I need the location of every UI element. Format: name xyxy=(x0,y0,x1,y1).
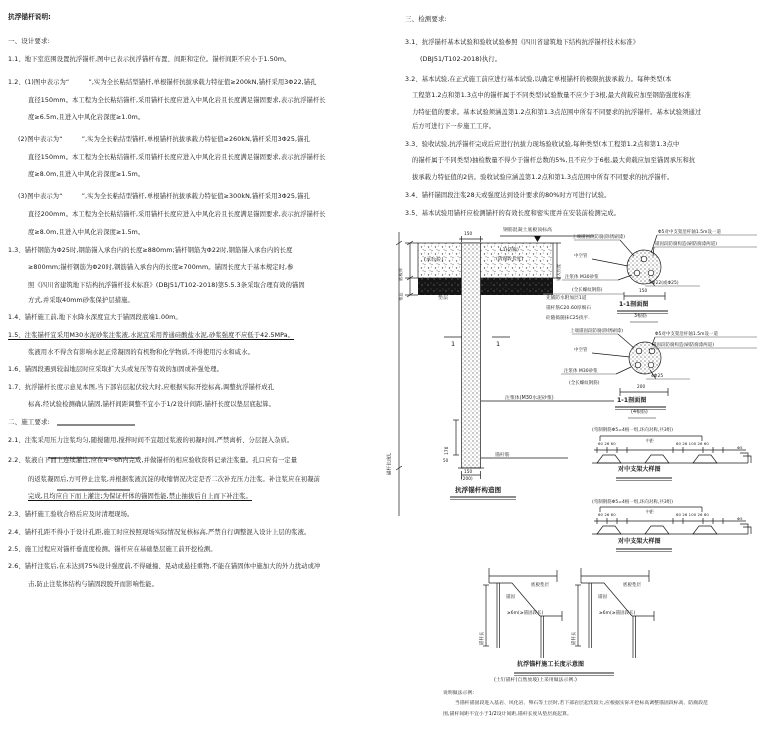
dim-anchor-length: 锚杆长 xyxy=(571,631,577,646)
doc-title: 抗浮锚杆说明: xyxy=(8,13,51,21)
note-line: 1.1、地下室范围设置抗浮锚杆,图中已表示抗浮锚杆布置、间距和定位。锚杆间距不应小于1.50m。 xyxy=(8,56,291,63)
dim-anchor-length: 锚杆长 xyxy=(479,631,485,646)
note-line: 2.1、注浆采用压力注浆均匀,随搅随用,搅拌时间不宜超过浆液的初凝时间,严禁离析、分层混入杂质。 xyxy=(8,437,294,444)
note-line: 照《四川省建筑地下结构抗浮锚杆技术标准》(DBJ51/T102-2018)第5.5.3条采取合理有效的锚固 xyxy=(28,282,305,289)
note-line: 3.2、基本试验,在正式施工前应进行基本试验,以确定单根锚杆的极限抗拔承载力。每种类型(本 xyxy=(405,76,672,83)
label-anticorrosion-seg: L1(防腐) xyxy=(500,248,519,253)
subcaption: 3根筋 xyxy=(634,314,647,319)
label-pilecap: (承台砼) xyxy=(424,257,444,263)
dim-slab-thickness: 底板厚 xyxy=(398,267,404,281)
dim-label: 中距 xyxy=(646,438,654,443)
caption-length-schematic: 抗浮锚杆施工长度示意图 xyxy=(517,661,585,668)
label-leveling-note: 砼随捣随抹C25找平. xyxy=(546,316,590,321)
label-thread-bar: (全长螺纹钢筋) xyxy=(569,381,600,386)
note-line: 完成,且均应自下而上灌注;为保证杆体的锚固性能,禁止抽拔后自上而下补注浆。 xyxy=(28,493,252,500)
dim-label: 60 26 100 26 60 xyxy=(676,441,709,446)
subcaption: (土钉锚杆(自然放坡)上采用做法示例.) xyxy=(494,678,577,683)
note-line: 的返浆凝固后,方可停止注浆,并根据浆液沉淀的收缩情况决定是否二次补充压力注浆。补注浆应在初凝前 xyxy=(28,476,321,483)
section-mark: 1 xyxy=(451,340,456,348)
caption-spacer-detail: 对中支架大样图 xyxy=(618,466,661,473)
label-slab-cushion: 底板垫层 xyxy=(531,583,549,588)
label-rebar-count: 4Φ25 xyxy=(651,374,664,379)
label-grout: 注浆体 M30砂浆 xyxy=(564,369,598,374)
label-slab-cushion: 底板垫层 xyxy=(623,583,641,588)
dim-label: 50 xyxy=(443,458,449,463)
subcaption: (4根筋) xyxy=(631,410,648,415)
label-slab-top-elevation: 钢筋混凝土底板顶标高 xyxy=(503,228,552,233)
note-line: 1.4、锚杆施工前,地下水降水深度宜大于锚固段底端1.00m。 xyxy=(8,314,182,321)
label-cushion: 垫层 xyxy=(438,295,449,301)
note-heading: 说明做法示例: xyxy=(443,691,475,696)
note-line: ≥800mm;锚杆钢筋为Φ20时,钢筋锚入承台内的长度≥700mm。锚固长度大于基本规定时,参 xyxy=(28,264,294,271)
note-line: 度≥6.5m,且进入中风化岩深度≥1.0m。 xyxy=(28,114,145,121)
label-finestone-note: 锚杆筋C20.60厚细石 xyxy=(546,306,592,311)
note-line: 1.2、(1)图中表示为“ ”,实为全长粘结型锚杆,单根锚杆抗拔承载力特征值≥200kN,锚杆采用3Φ22,锚孔 xyxy=(8,79,317,86)
note-line: 3.1、抗浮锚杆基本试验和验收试验参照《四川省建筑地下结构抗浮锚杆技术标准》 xyxy=(405,39,640,46)
dim-cushion-thickness: 垫层 xyxy=(398,292,404,301)
label-rebar-count: 3Φ22(或Φ25) xyxy=(649,281,679,286)
label-top-anticorrosion: 上端锚固段防腐(除锈刷漆) xyxy=(570,329,624,334)
section-construction-heading: 二、施工要求: xyxy=(8,418,50,426)
label-anchorage: 锚固 xyxy=(506,595,515,600)
dim-label: 150 xyxy=(464,469,473,474)
section-mark: 1 xyxy=(496,340,501,348)
dim-embed-length: 锚入长度 xyxy=(556,263,562,281)
dim-label: 60 26 60 xyxy=(598,441,616,446)
label-anchor-bar: 锚杆筋 xyxy=(495,453,510,458)
note-line: 拔承载力特征值的2倍。验收试验应涵盖第1.2点和第1.3点范围中所有不同要求的抗浮锚杆。 xyxy=(412,174,674,181)
note-line: 工程第1.2点和第1.3点中的锚杆属于不同类型)试验数量不应少于3根,最大荷载应加至钢筋强度标准 xyxy=(412,92,691,99)
caption-section-1-1-a: 1-1剖面图 xyxy=(619,301,649,308)
dim-anchor-length: 锚杆长度L xyxy=(387,453,393,476)
label-grout-body: 注浆体(M30水泥砂浆) xyxy=(505,396,554,401)
note-line: (2)图中表示为“ ”,实为全长粘结型锚杆,单根锚杆抗拔承载力特征值≥260kN,锚杆采用3Φ25,锚孔 xyxy=(18,136,310,143)
note-line: 力特征值的要求。基本试验须涵盖第1.2点和第1.3点范围中所有不同要求的抗浮锚杆。基本试验须通过 xyxy=(412,109,702,116)
note-line: 3.3、验收试验,抗浮锚杆完成后应进行抗拔力现场验收试验,每种类型(本工程第1.2点和第1.3点中 xyxy=(405,141,680,148)
note-line: 度≥8.0m,且进入中风化岩深度≥1.5m。 xyxy=(28,229,145,236)
note-line: (3)图中表示为“ ”,实为全长粘结型锚杆,单根锚杆抗拔承载力特征值≥300kN,锚杆采用3Φ25,锚孔 xyxy=(18,193,310,200)
dim-label: Φ5 xyxy=(737,516,743,521)
label-min-length: ≥6m(≥锚固段长) xyxy=(599,611,636,616)
label-waterproof-note: 先铺防水附加层1道 xyxy=(546,296,587,301)
label-spacer-fab-note: (弯制钢筋Φ5=4根一组,环向对称,共3组) xyxy=(592,428,674,433)
label-anticorrosion-len: (防腐段长度) xyxy=(496,257,524,262)
label-hollow-tube: 中空管 xyxy=(574,254,588,259)
note-line: 度≥8.0m,且进入中风化岩深度≥1.5m。 xyxy=(28,171,145,178)
note-line: 2.6、锚杆注浆后,在未达到75%设计强度前,不得碰撞、晃动或悬挂重物,不能在锚固体中施加大的外力扰动或冲 xyxy=(8,563,321,570)
note-line: 直径150mm。本工程为全长粘结锚杆,采用锚杆长度应进入中风化岩且长度满足锚固要求,表示抗浮锚杆长 xyxy=(28,97,326,104)
note-line: (DBJ51/T102-2018)执行。 xyxy=(420,56,502,63)
note-line: 3.4、锚杆锚固段注浆28天或强度达到设计要求的80%时方可进行试验。 xyxy=(405,192,611,199)
caption-section-1-1-b: 1-1剖面图 xyxy=(617,397,647,404)
label-anchorage: 锚固 xyxy=(598,595,607,600)
caption-spacer-detail: 对中支架大样图 xyxy=(618,538,661,545)
dim-label: Φ5 xyxy=(737,445,743,450)
note-line: 浆液用水不得含有影响水泥正常凝固的有机物和化学物质,不得使用污水和咸水。 xyxy=(28,349,254,356)
note-line: 直径200mm。本工程为全长粘结锚杆,采用锚杆长度应进入中风化岩且长度满足锚固要求,表示抗浮锚杆长 xyxy=(28,211,326,218)
dim-label: 150 xyxy=(464,231,473,236)
note-line: 1.5、注浆锚杆宜采用M30水泥砂浆注浆液,水泥宜采用普通硅酸盐水泥,砂浆强度不应低于42.5MPa。 xyxy=(8,332,295,339)
dim-label: 200 xyxy=(637,384,646,389)
note-line: 1.3、锚杆钢筋为Φ25时,钢筋锚入承台内的长度≥880mm;锚杆钢筋为Φ22时,钢筋锚入承台内的长度 xyxy=(8,247,293,254)
note-line: 3.5、基本试验用锚杆应检测锚杆的有效长度和密实度并在安装前检测完成。 xyxy=(405,210,621,217)
dim-label: 60 26 60 xyxy=(598,512,616,517)
label-corrosion-note: 锚固段防腐构造(刷防腐漆两道) xyxy=(655,242,718,247)
note-line: 2.4、锚杆孔距不得小于设计孔距,施工时应按照现场实际情况复核标高,严禁自行调整混入设计上层的浆液。 xyxy=(8,529,311,536)
dim-label: 150 xyxy=(639,288,648,293)
note-line: 击,防止注浆体结构与锚固段脱开而影响性能。 xyxy=(28,581,159,588)
note-line: 2.2、浆液自下而上连续灌注,应在4～6h内完成,并做锚杆的相应验收资料记录注浆量。孔口应有一定量 xyxy=(8,457,298,464)
label-grout: 注浆体 M30砂浆 xyxy=(565,275,599,280)
label-spacer-note: Φ5对中支架沿杆轴1.5m设一道 xyxy=(655,332,719,337)
label-spacer-fab-note: (弯制钢筋Φ5=4根一组,环向对称,共3组) xyxy=(592,500,674,505)
note-line: 2.5、施工过程应对锚杆垂直度检测。锚杆应在基础垫层施工前开挖检测。 xyxy=(8,546,217,553)
note-line: 直径150mm。本工程为全长粘结锚杆,采用锚杆长度应进入中风化岩且长度满足锚固要求,表示抗浮锚杆长 xyxy=(28,154,326,161)
label-corrosion-note: 锚固段防腐构造(刷防腐漆两道) xyxy=(652,343,715,348)
label-thread-bar: (全长螺纹钢筋) xyxy=(572,288,603,293)
note-line: 后方可进行下一步施工工序。 xyxy=(412,123,496,130)
dim-label: (200) xyxy=(461,476,473,481)
note-line: 方式,并采取40mm砂浆保护层措施。 xyxy=(28,297,134,304)
label-top-anticorrosion: 上端锚固段防腐(除锈刷漆) xyxy=(572,235,626,240)
note-line: 1.7、抗浮锚杆长度示意见本图,当下部岩层起伏较大时,应根据实际开挖标高,调整抗浮锚杆成孔 xyxy=(8,384,275,391)
dim-label: 中距 xyxy=(646,509,654,514)
note-line: 2.3、锚杆施工验收合格后应及时清理现场。 xyxy=(8,511,134,518)
dim-label: 170 xyxy=(444,446,450,455)
label-min-length: ≥6m(≥锚固段长) xyxy=(507,611,544,616)
label-hollow-tube: 中空管 xyxy=(574,348,588,353)
note-line: 标高,经试验检测确认锚固,锚杆间距调整不宜小于1/2设计间距,锚杆长度以垫层底起算。 xyxy=(28,401,276,408)
section-testing-heading: 三、检测要求: xyxy=(405,15,447,23)
note-line: 的锚杆属于不同类型)抽检数量不得少于锚杆总数的5%,且不应少于6根,最大荷载应加至锚固承压和抗 xyxy=(412,157,696,164)
note-line: 围,锚杆间距不宜小于1/2设计间距,锚杆长度从垫层底起算。 xyxy=(443,712,572,717)
dim-label: 60 26 100 26 60 xyxy=(676,512,709,517)
note-line: 1.6、锚固段遇到较弱地层时应采取扩大头或复压等有效的加固或补强处理。 xyxy=(8,366,224,373)
note-line: 当锚杆锚固段进入基岩、风化岩、卵石等土层时,若下部岩层起伏较大,应根据实际开挖标高调整锚固段标高、防腐段范 xyxy=(455,701,708,706)
label-spacer-note: Φ5对中支架沿杆轴1.5m设一道 xyxy=(658,230,722,235)
caption-anchor-construction: 抗浮锚杆构造图 xyxy=(455,486,502,494)
section-design-heading: 一、设计要求: xyxy=(8,37,50,45)
